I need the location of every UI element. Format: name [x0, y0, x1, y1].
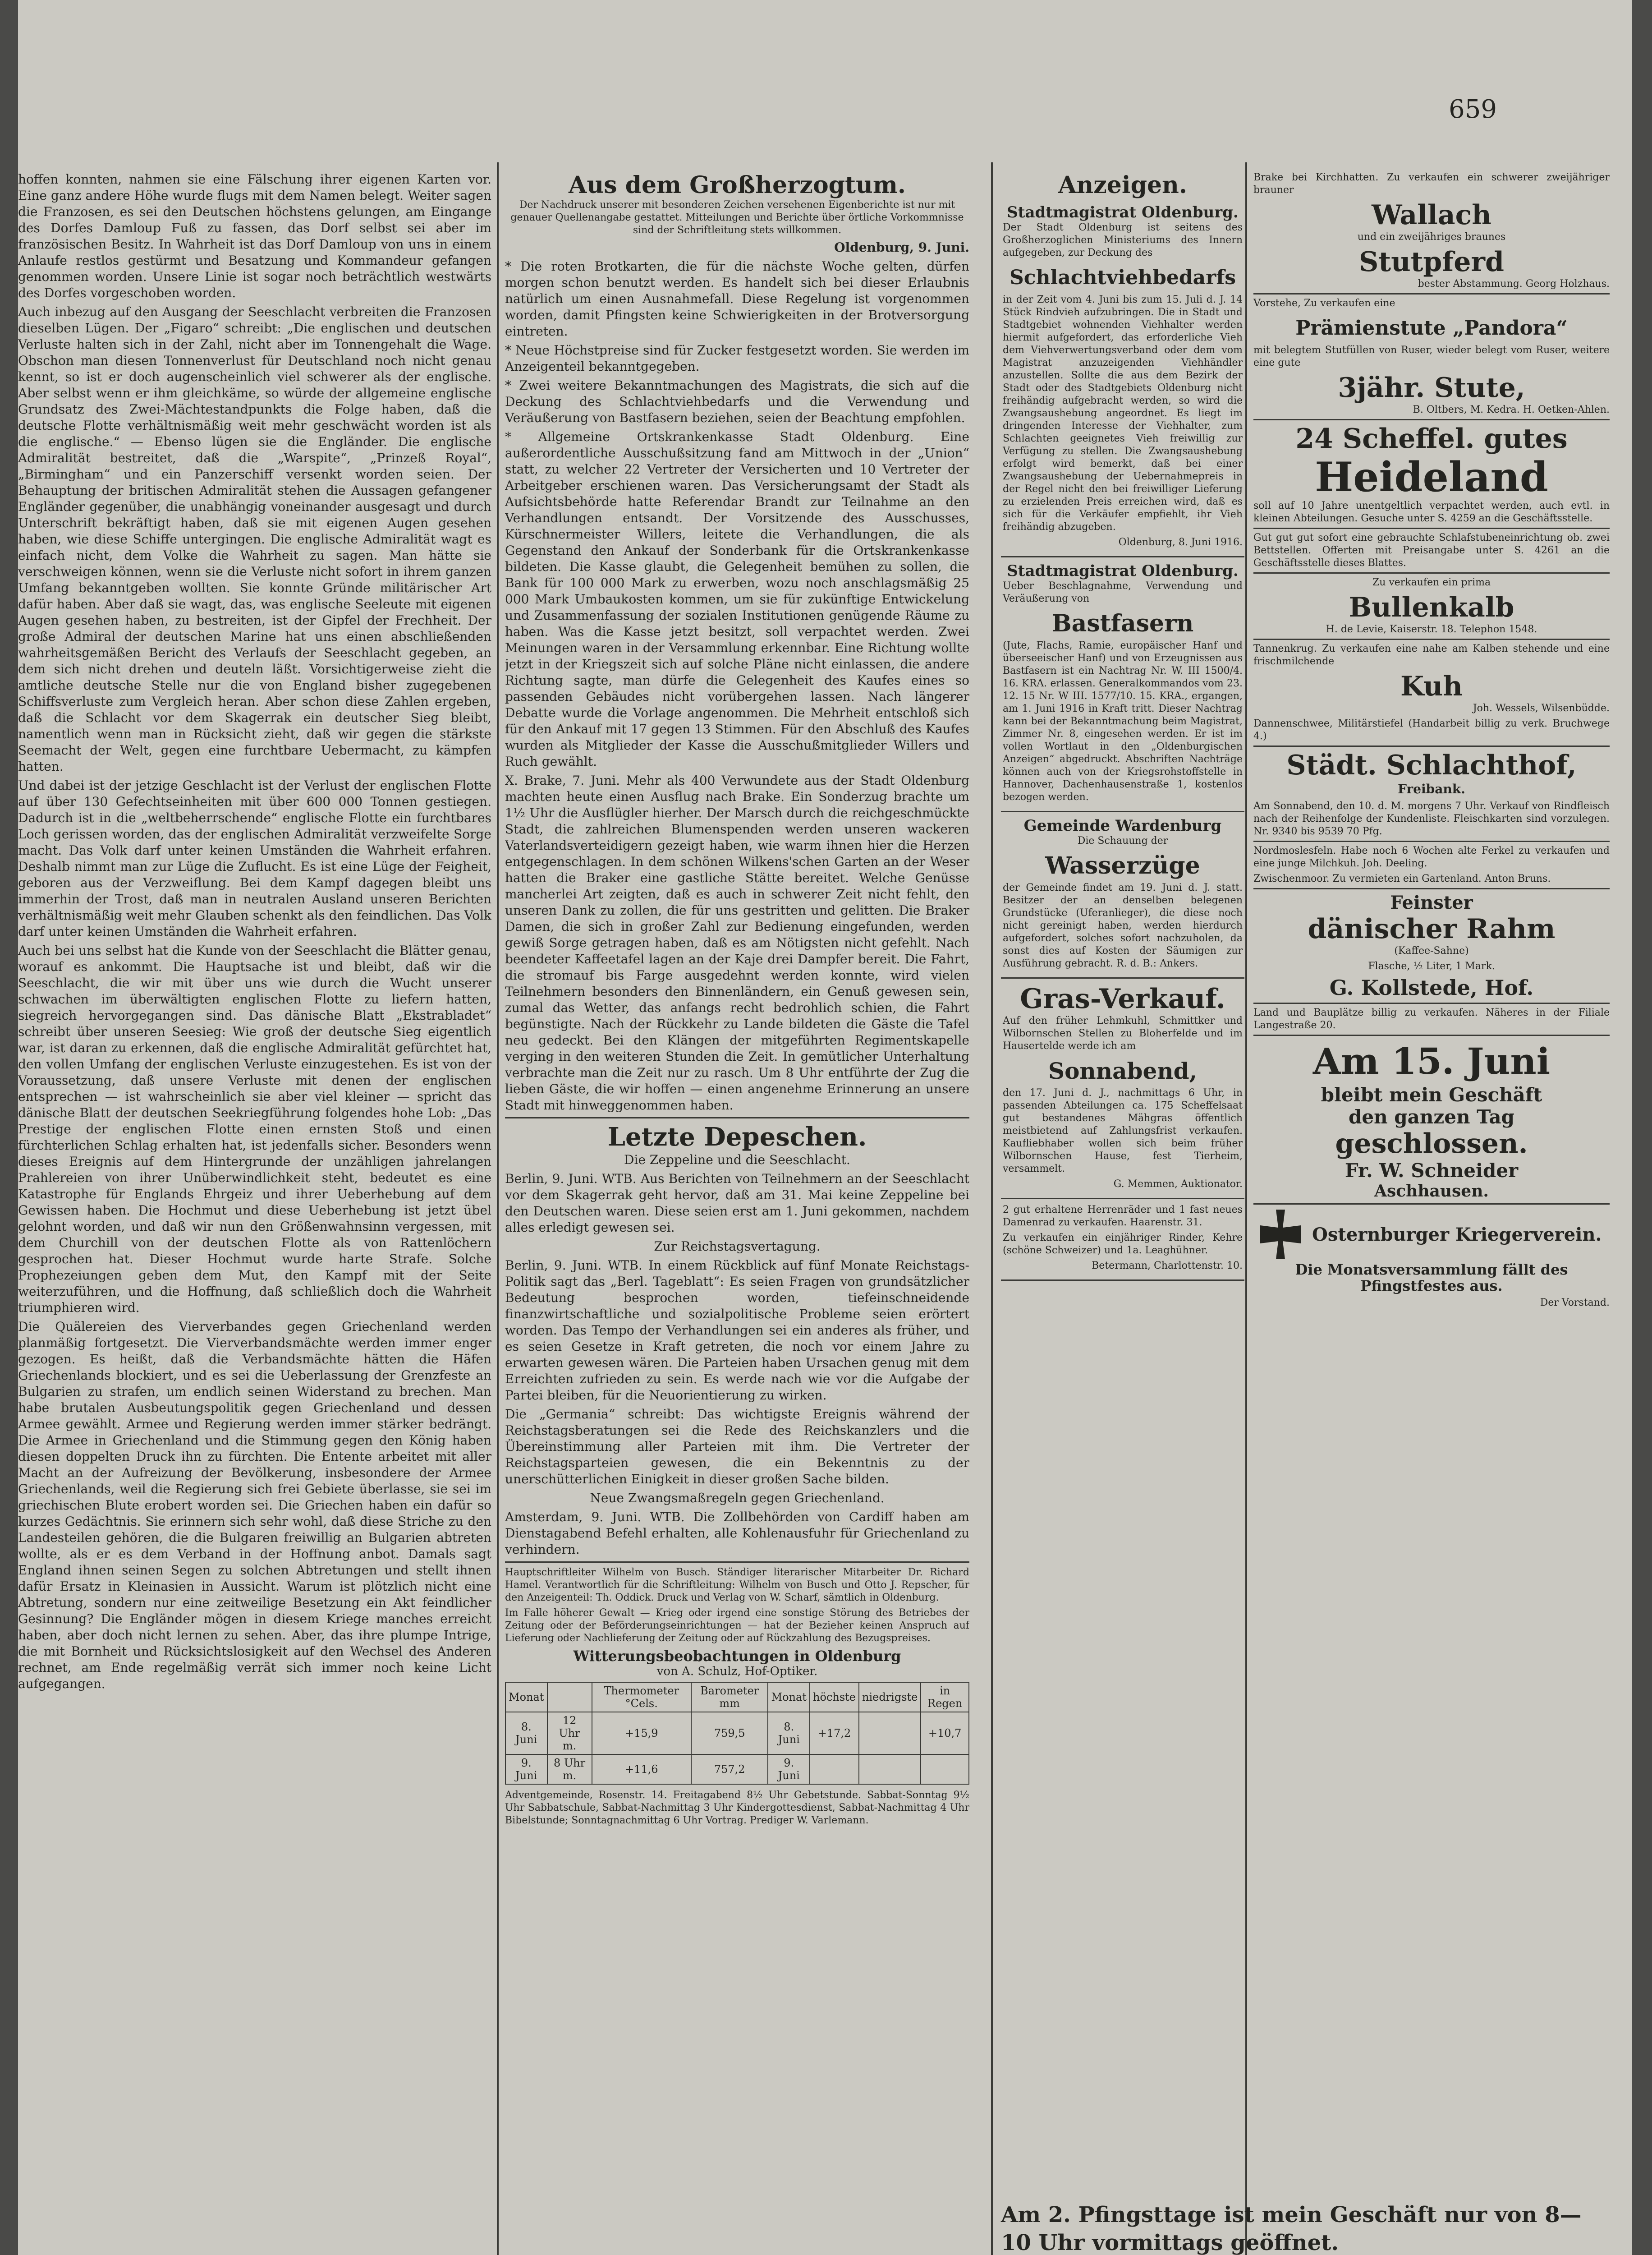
table-row: 8. Juni 12 Uhr m. +15,9 759,5 8. Juni +17,2 +10,7 [505, 1712, 969, 1754]
paragraph: * Neue Höchstpreise sind für Zucker festgesetzt worden. Sie werden im Anzeigenteil bekanntgegeben. [505, 343, 969, 374]
paragraph: * Allgemeine Ortskrankenkasse Stadt Oldenburg. Eine außerordentliche Ausschußsitzung fand am Mittwoch in der „Union“ statt, zu welcher 22 Vertreter der Versicherten und 10 Vertreter der Arbeitgeber erschienen waren. Das Versicherungsamt der Stadt als Aufsichtsbehörde hatte Referendar Brandt zur Teilnahme an den Verhandlungen entsandt. Der Vorsitzende des Ausschusses, Kürschnermeister Willers, leitete die Verhandlungen, die als Gegenstand den Ankauf der Sonderbank für die Ortskrankenkasse bildeten. Die Kasse glaubt, die Gelegenheit bemühen zu sollen, die Bank für 100 000 Mark zu erwerben, wozu noch anschlagsmäßig 25 000 Mark Umbaukosten kommen, um sie für zukünftige Entwickelung und Zusammenfassung der sozialen Institutionen genügende Räume zu haben. Was die Kasse jetzt besitzt, soll verpachtet werden. Zwei Meinungen waren in der Versammlung erkennbar. Eine Richtung wollte jetzt in der Kriegszeit sich auf solche Pläne nicht einlassen, die andere Richtung sagte, man dürfe die Gelegenheit des Kaufes eines so passenden Gebäudes nicht vorübergehen lassen. Nach längerer Debatte wurde die Vorlage angenommen. Die Mehrheit entschloß sich für den Ankauf mit 17 gegen 13 Stimmen. Für den Abschluß des Kaufes wurden als Mitglieder der Kasse die Ausschußmitglieder Willers und Ruch gewählt. [505, 429, 969, 769]
column-private-ads: Brake bei Kirchhatten. Zu verkaufen ein schwerer zweijähriger brauner Wallach und ein zweijähriges braunes Stutpferd bester Abstammung. Georg Holzhaus. Vorstehe, Zu verkaufen eine Prämienstute „Pandora“ mit belegtem Stutfüllen von Ruser, wieder belegt vom Ruser, weitere eine gute 3jähr. Stute, B. Oltbers, M. Kedra. H. Oetken-Ahlen. 24 Scheffel. gutes Heideland soll auf 10 Jahre unentgeltlich verpachtet werden, auch evtl. in kleinen Abteilungen. Gesuche unter S. 4259 an die Geschäftsstelle. Gut gut gut sofort eine gebrauchte Schlafstubeneinrichtung ob. zwei Bettstellen. Offerten mit Preisangabe unter S. 4261 an die Geschäftsstelle dieses Blattes. Zu verkaufen ein prima Bullenkalb H. de Levie, Kaiserstr. 18. Telephon 1548. Tannenkrug. Zu verkaufen eine nahe am Kalben stehende und eine frischmilchende Kuh Joh. Wessels, Wilsenbüdde. Dannenschwee, Militärstiefel (Handarbeit billig zu verk. Bruchwege 4.) Städt. Schlachthof, Freibank. Am Sonnabend, den 10. d. M. morgens 7 Uhr. Verkauf von Rindfleisch nach der Reihenfolge der Kundenliste. Fleischkarten sind vorzulegen. Nr. 9340 bis 9539 70 Pfg. Nordmoslesfeln. Habe noch 6 Wochen alte Ferkel zu verkaufen und eine junge Milchkuh. Joh. Deeling. Zwischenmoor. Zu vermieten ein Gartenland. Anton Bruns. Feinster dänischer Rahm (Kaffee-Sahne) Flasche, ½ Liter, 1 Mark. G. Kollstede, Hof. Land und Bauplätze billig zu verkaufen. Näheres in der Filiale Langestraße 20. Am 15. Juni bleibt mein Geschäft den ganzen Tag geschlossen. Fr. W. Schneider Aschhausen. Osternburger Kriegerverein. Die Monatsversammlung fällt des Pfingstfestes aus. Der Vorstand. [1253, 172, 1610, 1308]
force-majeure-note: Im Falle höherer Gewalt — Krieg oder irgend eine sonstige Störung des Betriebes der Zeitung oder der Beförderungseinrichtungen — hat der Bezieher keinen Anspruch auf Lieferung oder Nachlieferung der Zeitung oder auf Rückzahlung des Bezugspreises. [505, 1607, 969, 1644]
ad-headline: Städt. Schlachthof, [1286, 750, 1577, 781]
ad-block: Gemeinde Wardenburg Die Schauung der Wasserzüge der Gemeinde findet am 19. Juni d. J. statt. Besitzer der an denselben belegenen Grundstücke (Uferanlieger), die diese noch nicht gereinigt haben, werden hierdurch aufgefordert, solches sofort nachzuholen, da sonst dies auf Kosten der Säumigen zur Ausführung gebracht. R. d. B.: Ankers. [1001, 812, 1244, 979]
bottom-notice: Am 2. Pfingsttage ist mein Geschäft nur von 8—10 Uhr vormittags geöffnet. [1001, 2202, 1582, 2255]
subheading: Neue Zwangsmaßregeln gegen Griechenland. [590, 1491, 885, 1505]
ad-headline: Wallach [1372, 199, 1491, 231]
paragraph: * Zwei weitere Bekanntmachungen des Magistrats, die sich auf die Deckung des Schlachtviehbedarfs und die Verwendung und Veräußerung von Bastfasern beziehen, seien der Beachtung empfohlen. [505, 378, 969, 425]
paragraph: Die Quälereien des Vierverbandes gegen Griechenland werden planmäßig fortgesetzt. Die Vierverbandsmächte werden immer enger gezogen. Es heißt, daß die Verbandsmächte hätten die Häfen Griechenlands blockiert, und es sei die Ueberlassung der Grenzfeste an Bulgarien zu strafen, um endlich seinen Widerstand zu brechen. Man habe brutalen Ausbeutungspolitik gegen Griechenland und dessen Armee gewählt. Armee und Regierung werden immer stärker bedrängt. Die Armee in Griechenland und die Stimmung gegen den König haben diesen doppelten Druck ihn zu fürchten. Die Entente arbeitet mit aller Macht an der Aufreizung der Bevölkerung, insbesondere der Armee Griechenlands, weil die Regierung sich frei Gebiete überlasse, sie sei im griechischen Blute erobert worden sei. Die Griechen haben ein dafür so kurzes Gedächtnis. Sie erinnern sich sehr wohl, daß diese Striche zu den Landesteilen gehören, die die Bulgaren freiwillig an Bulgarien abtreten wollte, als er es dem Verband in der Hoffnung anbot. Damals sagt England ihnen seinen Segen zu solchen Abtretungen und stellt ihnen dafür Ersatz in Kleinasien in Aussicht. Warum ist plötzlich nicht eine Abtretung, sondern nur eine zeitweilige Besetzung ein Akt feindlicher Gesinnung? Die Engländer mögen in diesem Kriege manches erreicht haben, aber doch nicht lernen zu sehen. Aber, das ihre plumpe Intrige, die mit Bornheit und Rücksichtslosigkeit auf den Wechsel des Anderen rechnet, am Ende regelmäßig verrät sich immer noch keine Licht aufgegangen. [18, 1319, 491, 1691]
weather-table: Monat Thermometer °Cels. Barometer mm Monat höchste niedrigste in Regen 8. Juni 12 Uhr m. +15,9 759,5 8. Juni +17,2 +10,7 9. Juni 8 Uhr m. +11,6 757,2 9. Juni [505, 1682, 969, 1785]
imprint: Hauptschriftleiter Wilhelm von Busch. Ständiger literarischer Mitarbeiter Dr. Richard Hamel. Verantwortlich für die Schriftleitung: Wilhelm von Busch und Otto J. Repscher, für den Anzeigenteil: Th. Oddick. Druck und Verlag von W. Scharf, sämtlich in Oldenburg. [505, 1567, 969, 1603]
paragraph: * Die roten Brotkarten, die für die nächste Woche gelten, dürfen morgen schon benutzt werden. Es handelt sich bei dieser Erlaubnis natürlich um einen Ausnahmefall. Diese Regelung ist vorgenommen worden, damit Pfingsten keine Schwierigkeiten in der Brotversorgung eintreten. [505, 259, 969, 339]
paragraph: Berlin, 9. Juni. WTB. Aus Berichten von Teilnehmern an der Seeschlacht vor dem Skagerrak geht hervor, daß am 31. Mai keine Zeppeline bei den Deutschen waren. Diese seien erst am 1. Juni gekommen, nachdem alles erledigt gewesen sei. [505, 1171, 969, 1235]
page-number: 659 [1449, 95, 1497, 124]
ad-block: Stadtmagistrat Oldenburg. Der Stadt Oldenburg ist seitens des Großherzoglichen Ministeriums des Innern aufgegeben, zur Deckung des Schlachtviehbedarfs in der Zeit vom 4. Juni bis zum 15. Juli d. J. 14 Stück Rindvieh aufzubringen. Die in Stadt und Stadtgebiet wohnenden Viehhalter werden hiermit aufgefordert, das erforderliche Vieh dem Viehverwertungsverband oder dem vom Magistrat anzuzeigenden Viehhändler anzustellen. Sollte die aus dem Bezirk der Stadt oder des Stadtgebiets Oldenburg nicht freihändig aufgebracht werden, so wird die Zwangsaushebung angeordnet. Es liegt im dringenden Interesse der Viehhalter, zum Schlachten geeignetes Vieh freiwillig zur Verfügung zu stellen. Die Zwangsaushebung erfolgt wird bemerkt, daß bei einer Zwangsaushebung der Uebernahmepreis in der Regel nicht den bei freiwilliger Lieferung zu erzielenden Preis erreichen wird, daß es sich für die Verkäufer empfiehlt, ihr Vieh freihändig abzugeben. Oldenburg, 8. Juni 1916. [1001, 199, 1244, 557]
column-rule [497, 162, 499, 2255]
newspaper-page [18, 0, 1632, 2255]
ad-block: 2 gut erhaltene Herrenräder und 1 fast neues Damenrad zu verkaufen. Haarenstr. 31. Zu verkaufen ein einjähriger Rinder, Kehre (schöne Schweizer) und 1a. Leaghühner. Betermann, Charlottenstr. 10. [1001, 1199, 1244, 1281]
ad-headline: 24 Scheffel. gutes [1295, 423, 1568, 455]
ad-headline: 3jähr. Stute, [1338, 372, 1525, 404]
paragraph: Berlin, 9. Juni. WTB. In einem Rückblick auf fünf Monate Reichstags-Politik sagt das „Berl. Tageblatt“: Es seien Fragen von grundsätzlicher Bedeutung besprochen worden, tiefeinschneidende finanzwirtschaftliche und sozialpolitische Probleme seien erörtert worden. Das Tempo der Verhandlungen sei ein anderes als früher, und es seien Gesetze in Kraft getreten, die noch vor einem Jahre zu erwarten gewesen wären. Die Parteien haben Ursachen genug mit dem Erreichten zufrieden zu sein. Es werde nach wie vor die Aufgabe der Partei bleiben, für die Neuorientierung zu wirken. [505, 1258, 969, 1403]
subheading: Die Zeppeline und die Seeschlacht. [624, 1152, 850, 1167]
paragraph: Amsterdam, 9. Juni. WTB. Die Zollbehörden von Cardiff haben am Dienstagabend Befehl erhalten, alle Kohlenausfuhr für Griechenland zu verhindern. [505, 1509, 969, 1557]
column-war-report [18, 171, 491, 1695]
section-heading: Aus dem Großherzogtum. [569, 171, 906, 199]
reprint-note: Der Nachdruck unserer mit besonderen Zeichen versehenen Eigenberichte ist nur mit genauer Quellenangabe gestattet. Mitteilungen und Berichte über örtliche Vorkommnisse sind der Schriftleitung stets willkommen. [510, 199, 964, 236]
ad-block: Stadtmagistrat Oldenburg. Ueber Beschlagnahme, Verwendung und Veräußerung von Bastfasern (Jute, Flachs, Ramie, europäischer Hanf und überseeischer Hanf) und von Erzeugnissen aus Bastfasern ist ein Nachtrag Nr. W. III 1500/4. 16. KRA. erlassen. Generalkommandos vom 23. 12. 15 Nr. W III. 1577/10. 15. KRA., ergangen, am 1. Juni 1916 in Kraft tritt. Dieser Nachtrag kann bei der Bekanntmachung beim Magistrat, Zimmer Nr. 8, eingesehen werden. Er ist im vollen Wortlaut in den „Oldenburgischen Anzeigen“ abgedruckt. Abschriften Nachträge können auch von der Kriegsrohstoffstelle in Hannover, Dachenhausenstraße 1, kostenlos bezogen werden. [1001, 557, 1244, 812]
ad-headline: Prämienstute „Pandora“ [1295, 317, 1568, 340]
paragraph: Auch inbezug auf den Ausgang der Seeschlacht verbreiten die Franzosen dieselben Lügen. Der „Figaro“ schreibt: „Die englischen und deutschen Verluste halten sich in der Zahl, nicht aber im Tonnengehalt die Wage. Obschon man diesen Tonnenverlust für Deutschland noch nicht genau kennt, so ist er doch augenscheinlich viel schwerer als der englische. Aber selbst wenn er ihm gleichkäme, so würde der allgemeine englische Grundsatz des Zwei-Mächtestandpunkts die Folge haben, daß die deutsche Flotte verhältnismäßig weit mehr geschwächt worden ist als die englische.“ — Ebenso lügen sie die Engländer. Die englische Admiralität bestreitet, daß die „Warspite“, „Prinzeß Royal“, „Birmingham“ und ein Panzerschiff versenkt worden seien. Der Behauptung der britischen Admiralität stehen die Aussagen gefangener Engländer gegenüber, die unabhängig voneinander ausgesagt und durch Unterschrift bekräftigt haben, daß sie mit eigenen Augen gesehen haben, wie diese Schiffe untergingen. Die englische Admiralität wagt es einfach nicht, dem Volke die Wahrheit zu sagen. Man hätte sie verschweigen können, wenn sie die Verluste nicht sofort in ihrem ganzen Umfang bekanntgeben wollten. Sie konnte Gründe militärischer Art dafür haben. Aber daß sie wagt, das, was englische Seeleute mit eigenen Augen gesehen haben, zu bestreiten, ist der Gipfel der Frechheit. Der große Admiral der deutschen Marine hat uns einen abschließenden wahrheitsgemäßen Bericht des Verlaufs der Seeschlacht gegeben, an dem sich nicht drehen und deuteln läßt. Vorsichtigerweise zieht die amtliche deutsche Stelle nur die von England bisher zugegebenen Schiffsverluste zum Vergleich heran. Aber schon diese Zahlen ergeben, daß die Schlacht vor dem Skagerrak ein deutscher Sieg bleibt, namentlich wenn man in Rücksicht zieht, daß wir gegen die stärkste Seemacht der Welt, gegen eine furchtbare Uebermacht, zu kämpfen hatten. [18, 304, 491, 774]
subheading: Zur Reichstagsvertagung. [654, 1239, 821, 1254]
ad-block: Gras-Verkauf. Auf den früher Lehmkuhl, Schmittker und Wilbornschen Stellen zu Bloherfelde und im Hausertelde werde ich am Sonnabend, den 17. Juni d. J., nachmittags 6 Uhr, in passenden Abteilungen ca. 175 Scheffelsaat gut bestandenes Mähgras öffentlich meistbietend auf Zahlungsfrist verkaufen. Kaufliebhaber wollen sich beim früher Wilbornschen Hause, fest Tierheim, versammelt. G. Memmen, Auktionator. [1001, 979, 1244, 1199]
paragraph: Auch bei uns selbst hat die Kunde von der Seeschlacht die Blätter genau, worauf es ankommt. Die Hauptsache ist und bleibt, daß wir die Seeschlacht, die wir mit über uns wie durch die Wucht unserer schwachen im überwältigten englischen Flotte zu liefern hatten, siegreich hervorgegangen sind. Das dänische Blatt „Ekstrabladet“ schreibt über unseren Seesieg: Wie groß der deutsche Sieg eigentlich war, ist daran zu erkennen, daß die englische Admiralität gefürchtet hat, den vollen Umfang der englischen Verluste einzugestehen. Es ist von der Voraussetzung, daß unsere Verluste mit denen der englischen entsprechen — ist wahrscheinlich sie aber viel kleiner — spricht das dänische Blatt der deutschen Seekriegführung folgendes hohe Lob: „Das Prestige der englischen Flotte einen ernsten Stoß und einen fürchterlichen Schlag erhalten hat, ist jedenfalls sicher. Besonders wenn dieses Ereignis auf dem Hintergrunde der unzähligen jahrelangen Prahlereien von ihrer Unüberwindlichkeit steht, bedeutet es eine Katastrophe für Englands Ehrgeiz und ihrer Ueberhebung auf dem Gewissen haben. Die Hochmut und diese Ueberhebung ist jetzt übel gelohnt worden, und daß wir nun den Größenwahnsinn vergessen, mit dem Churchill von der deutschen Flotte als von Rattenlöchern gesprochen hat. Dieser Hochmut wurde harte Strafe. Solche Prophezeiungen geben dem Mut, den Kampf mit der Seite weiterzuführen, und die Hoffnung, daß schließlich doch die Wahrheit triumphieren wird. [18, 943, 491, 1315]
weather-title: Witterungsbeobachtungen in Oldenburg [573, 1648, 901, 1665]
weather-by: von A. Schulz, Hof-Optiker. [656, 1665, 818, 1678]
column-official-ads [1001, 171, 1244, 1281]
paragraph: X. Brake, 7. Juni. Mehr als 400 Verwundete aus der Stadt Oldenburg machten heute einen Ausflug nach Brake. Ein Sonderzug brachte um 1½ Uhr die Ausflügler hierher. Der Marsch durch die reichgeschmückte Stadt, die zahlreichen Blumenspenden werden unseren wackeren Vaterlandsverteidigern gezeigt haben, wie warm ihnen hier die Herzen entgegenschlagen. In dem schönen Wilkens'schen Garten an der Weser hatten die Braker eine gastliche Stätte bereitet. Welche Genüsse mancherlei Art zeigten, daß es auch in schwerer Zeit nicht fehlt, den unseren Dank zu zollen, die für uns gestritten und gelitten. Die Braker Damen, die sich in großer Zahl zur Bedienung eingefunden, werden gewiß Sorge getragen haben, daß es am Nötigsten nicht gefehlt. Nach beendeter Kaffeetafel lagen an der Kaje drei Dampfer bereit. Die Fahrt, die stromauf bis Farge ausgedehnt werden konnte, wird vielen Teilnehmern besonders den Binnenländern, ein Genuß gewesen sein, zumal das Wetter, das anfangs recht bedrohlich schien, die Fahrt begünstigte. Nach der Rückkehr zu Lande bildeten die Gäste die Tafel neu gedeckt. Bei den Klängen der mitgeführten Regimentskapelle verging in den weiteren Stunden die Zeit. In gemütlicher Unterhaltung verbrachte man die Zeit nur zu rasch. Um 8 Uhr entführte der Zug die lieben Gäste, die wir hoffen — einen angenehme Erinnerung an unsere Stadt mit hinweggenommen haben. [505, 773, 969, 1113]
ad-headline: Heideland [1315, 453, 1548, 501]
church-notice: Adventgemeinde, Rosenstr. 14. Freitagabend 8½ Uhr Gebetstunde. Sabbat-Sonntag 9½ Uhr Sabbatschule, Sabbat-Nachmittag 3 Uhr Kindergottesdienst, Sabbat-Nachmittag 4 Uhr Bibelstunde; Sonntagnachmittag 6 Uhr Vortrag. Prediger W. Varlemann. [505, 1790, 969, 1826]
ad-headline: Am 15. Juni [1312, 1040, 1551, 1082]
ad-headline: Stutpferd [1359, 246, 1504, 278]
column-rule [991, 162, 993, 2255]
ad-headline: Bullenkalb [1349, 592, 1514, 623]
section-heading: Anzeigen. [1058, 171, 1187, 199]
iron-cross-icon [1253, 1207, 1308, 1261]
ad-headline: Kuh [1400, 671, 1463, 702]
paragraph: Und dabei ist der jetzige Geschlacht ist der Verlust der englischen Flotte auf über 130 Gefechtseinheiten mit über 600 000 Tonnen gestiegen. Dadurch ist in die „weltbeherrschende“ englische Flotte ein furchtbares Loch gerissen worden, das der englischen Admiralität verzweifelte Sorge macht. Das Volk darf unter keinen Umständen die Wahrheit erfahren. Deshalb nimmt man zur Lüge die Zuflucht. Es ist eine Lüge der Feigheit, geboren aus der Verzweiflung. Bei dem Kampf dagegen bleibt uns immerhin der Trost, daß man in neutralen Ausland unseren Berichten verhältnismäßig weit mehr Glauben schenkt als den feindlichen. Das Volk darf unter keinen Umständen die Wahrheit erfahren. [18, 778, 491, 939]
column-rule [1245, 162, 1247, 2255]
table-row: 9. Juni 8 Uhr m. +11,6 757,2 9. Juni [505, 1754, 969, 1784]
section-heading: Letzte Depeschen. [607, 1122, 867, 1152]
paragraph: hoffen konnten, nahmen sie eine Fälschung ihrer eigenen Karten vor. Eine ganz andere Höhe wurde flugs mit dem Namen belegt. Weiter sagen die Franzosen, es sei den Deutschen höchstens gelungen, am Eingange des Dorfes Damloup Fuß zu fassen, das Dorf selbst sei aber im französischen Besitz. In Wahrheit ist das Dorf Damloup von uns in einem Anlaufe restlos gestürmt und Besatzung und Kommandeur gefangen genommen worden. Unsere Linie ist sogar noch beträchtlich westwärts des Dorfes vorgeschoben worden. [18, 172, 491, 300]
column-local-news [505, 171, 969, 1830]
paragraph: Die „Germania“ schreibt: Das wichtigste Ereignis während der Reichstagsberatungen sei die Rede des Reichskanzlers und die Übereinstimmung aller Parteien mit ihm. Die Vertreter der Reichstagsparteien gewesen, die ein Bekenntnis zu der unerschütterlichen Einigkeit in dieser großen Sache bilden. [505, 1407, 969, 1486]
ad-headline: dänischer Rahm [1308, 913, 1556, 945]
dateline: Oldenburg, 9. Juni. [834, 240, 969, 255]
